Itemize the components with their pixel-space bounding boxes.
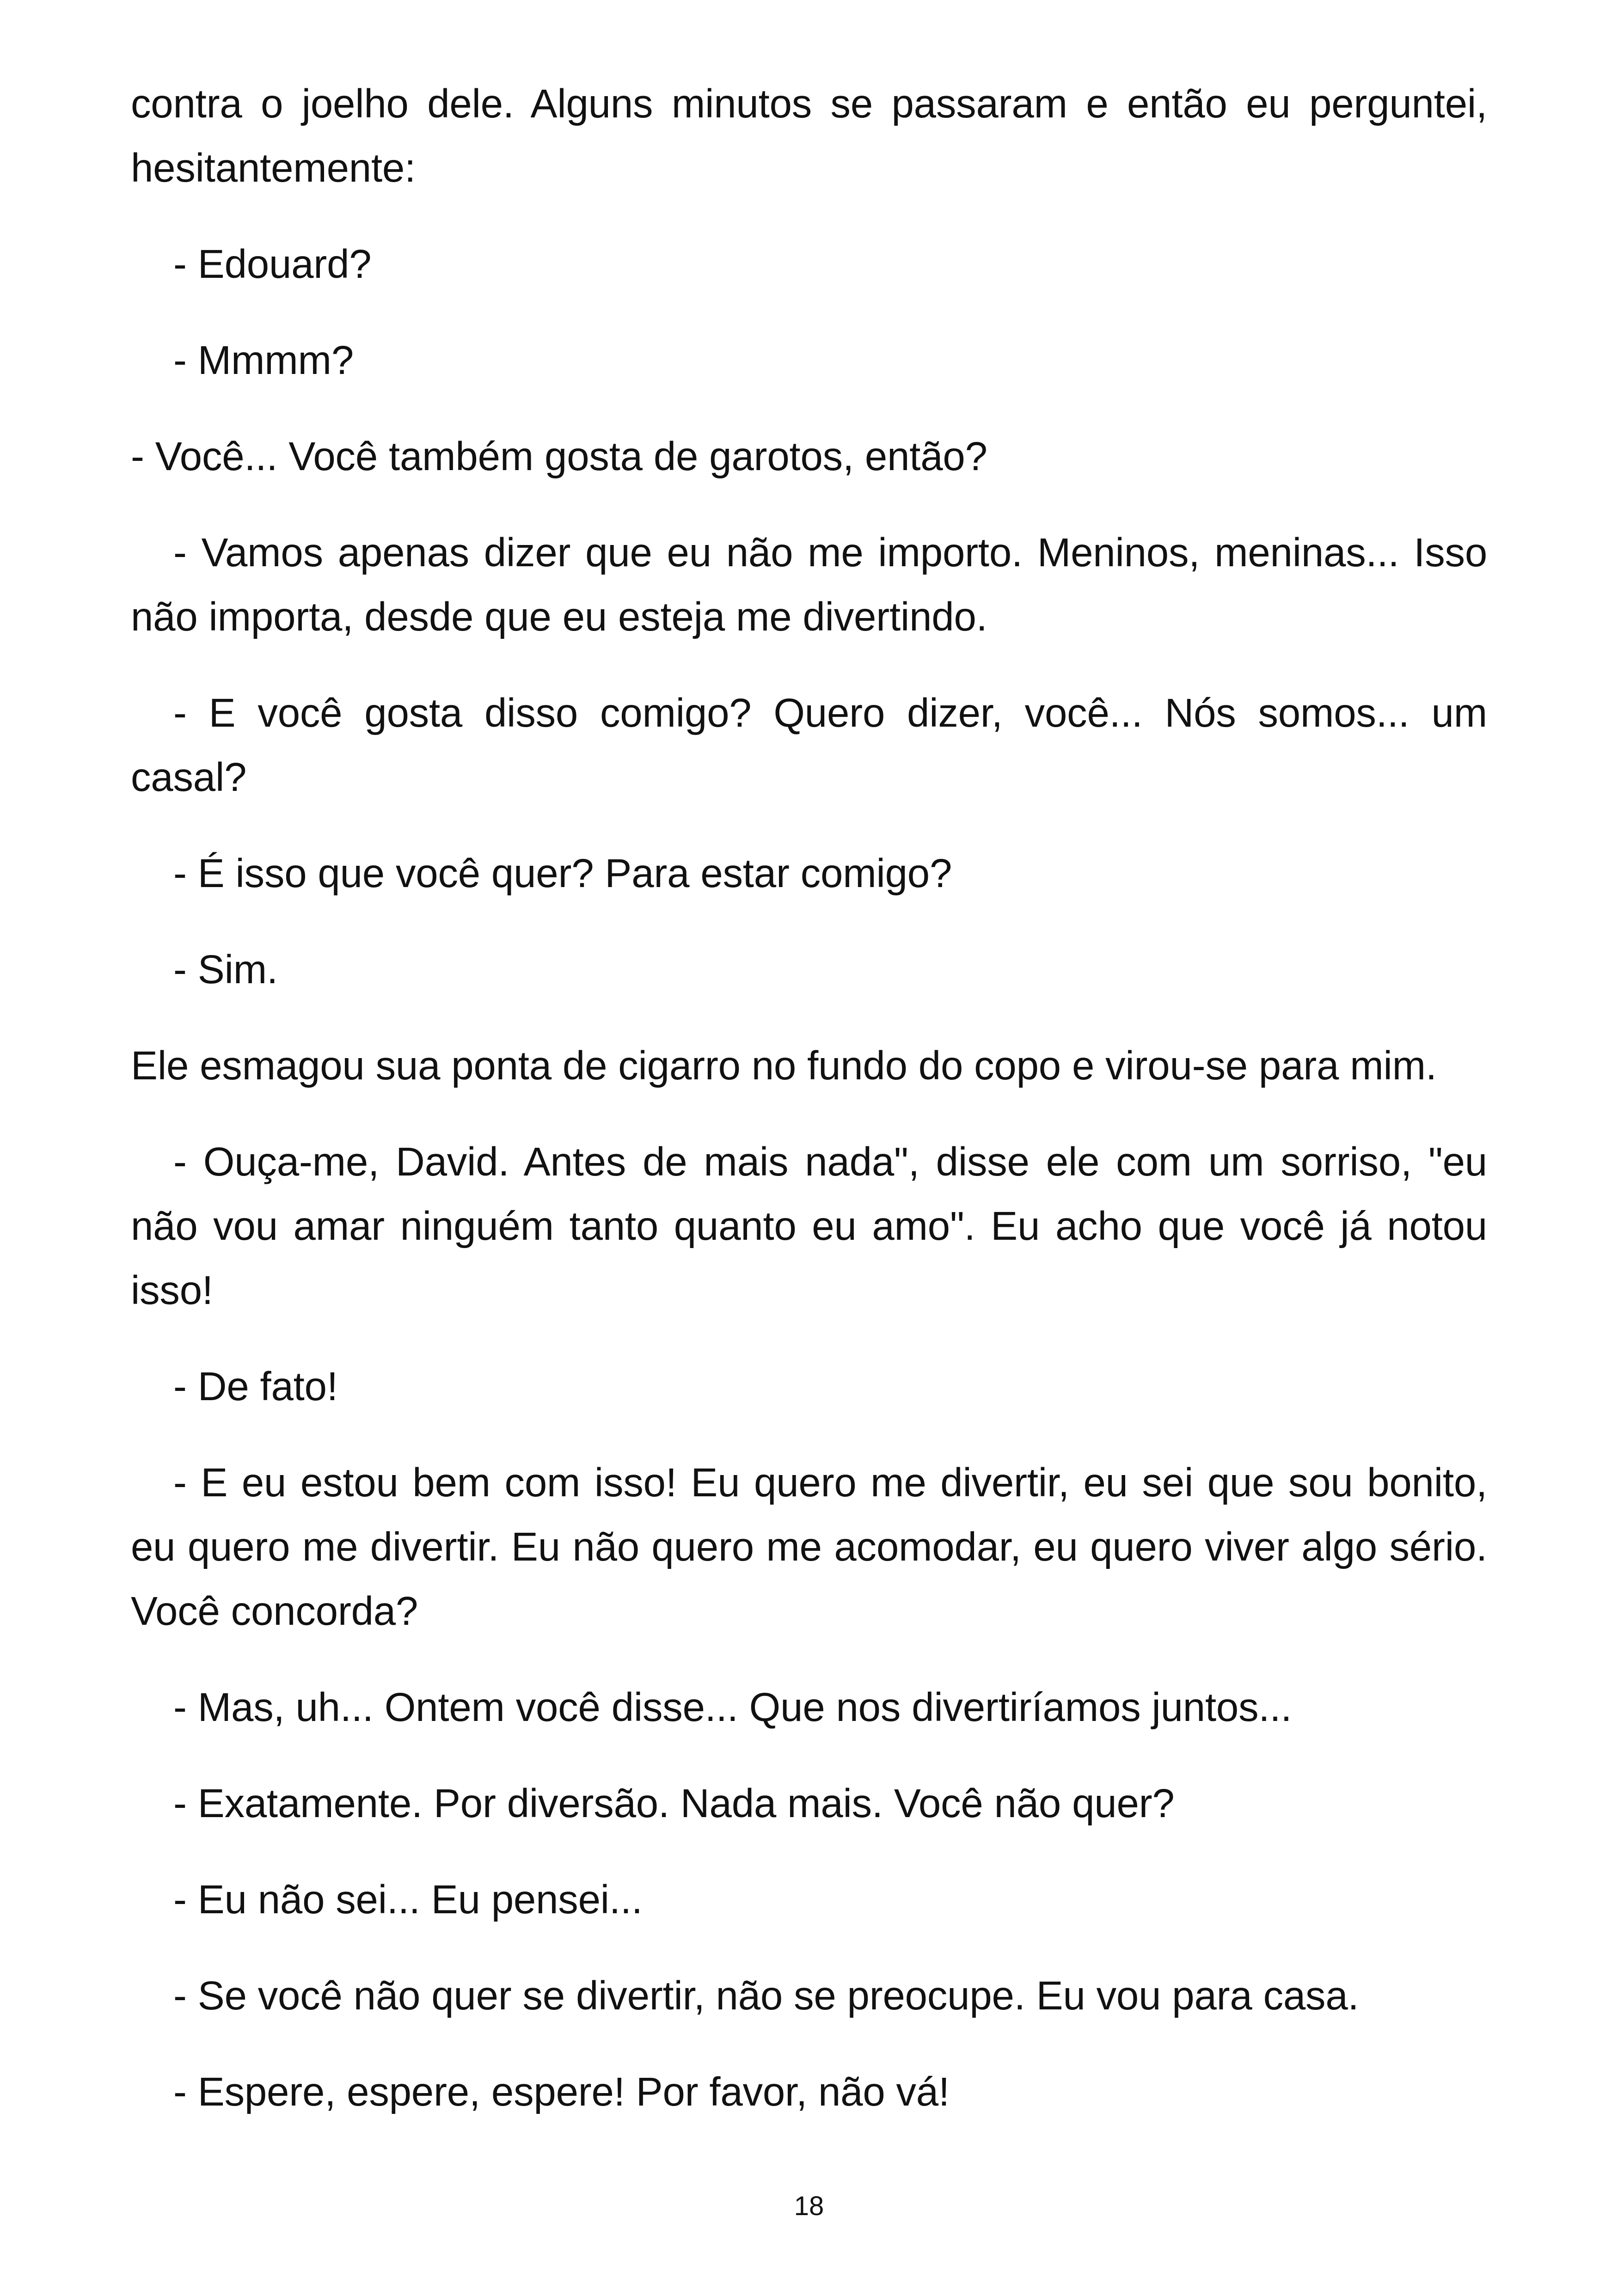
paragraph: Ele esmagou sua ponta de cigarro no fundo do copo e virou-se para mim. <box>131 1043 1437 1088</box>
paragraph: - Sim. <box>173 947 278 992</box>
paragraph: - Espere, espere, espere! Por favor, não vá! <box>173 2069 950 2114</box>
body-text <box>131 72 1487 2156</box>
page-number: 18 <box>794 2191 824 2221</box>
paragraph: - Ouça-me, David. Antes de mais nada", disse ele com um sorriso, "eu não vou amar ninguém tanto quanto eu amo". Eu acho que você já notou isso! <box>131 1139 1487 1313</box>
paragraph: - Você... Você também gosta de garotos, então? <box>131 434 987 479</box>
paragraph: contra o joelho dele. Alguns minutos se passaram e então eu perguntei, hesitantemente: <box>131 81 1487 190</box>
paragraph: - Exatamente. Por diversão. Nada mais. Você não quer? <box>173 1781 1175 1826</box>
paragraph: - Edouard? <box>173 242 372 287</box>
paragraph: - Se você não quer se divertir, não se preocupe. Eu vou para casa. <box>173 1973 1359 2018</box>
paragraph: - Mmmm? <box>173 338 354 383</box>
paragraph: - É isso que você quer? Para estar comigo? <box>173 851 952 896</box>
paragraph: - E você gosta disso comigo? Quero dizer, você... Nós somos... um casal? <box>131 691 1487 800</box>
paragraph: - E eu estou bem com isso! Eu quero me divertir, eu sei que sou bonito, eu quero me divertir. Eu não quero me acomodar, eu quero viver algo sério. Você concorda? <box>131 1460 1487 1634</box>
paragraph: - Mas, uh... Ontem você disse... Que nos divertiríamos juntos... <box>173 1685 1292 1730</box>
paragraph: - De fato! <box>173 1364 338 1409</box>
paragraph: - Vamos apenas dizer que eu não me importo. Meninos, meninas... Isso não importa, desde que eu esteja me divertindo. <box>131 530 1487 639</box>
paragraph: - Eu não sei... Eu pensei... <box>173 1877 643 1922</box>
